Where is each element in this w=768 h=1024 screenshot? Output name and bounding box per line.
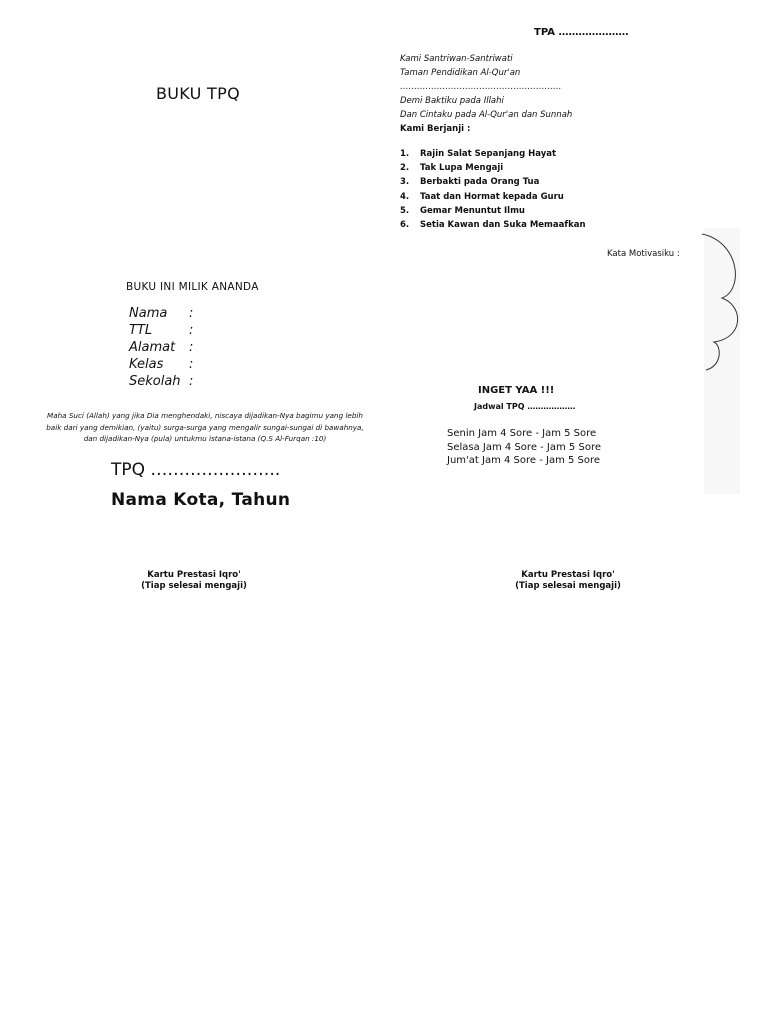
tpa-title: TPA ………………… [534,27,629,38]
list-item: 4. Taat dan Hormat kepada Guru [400,191,564,202]
kartu-prestasi-right [510,570,626,592]
motivasi-label: Kata Motivasiku : [607,249,680,259]
city-year: Nama Kota, Tahun [111,490,291,510]
kartu-subtitle: (Tiap selesai mengaji) [515,581,621,591]
tpq-name-line: TPQ ………………….. [111,460,281,480]
field-kelas: Kelas : [129,357,194,372]
schedule-list [447,427,601,468]
field-alamat: Alamat : [129,340,194,355]
pledge-heading: Kami Berjanji : [400,124,471,134]
owner-heading: BUKU INI MILIK ANANDA [126,281,259,293]
list-item: 5. Gemar Menuntut Ilmu [400,205,525,216]
field-ttl: TTL : [129,323,194,338]
list-item: 6. Setia Kawan dan Suka Memaafkan [400,220,586,231]
kartu-prestasi-left [136,570,252,592]
pledge-line: Kami Santriwan-Santriwati [400,54,513,64]
pledge-line: Demi Baktiku pada Illahi [400,96,504,106]
list-item: 2. Tak Lupa Mengaji [400,163,504,174]
reminder-title: INGET YAA !!! [478,385,555,396]
pledge-line: Dan Cintaku pada Al-Qur'an dan Sunnah [400,110,573,120]
owner-fields [129,305,193,390]
cover-title: BUKU TPQ [156,84,240,103]
field-nama: Nama : [129,306,194,321]
schedule-item: Senin Jam 4 Sore - Jam 5 Sore [447,428,597,439]
schedule-label: Jadwal TPQ ……………… [474,402,576,411]
quran-quote: Maha Suci (Allah) yang jika Dia menghendaki, niscaya dijadikan-Nya bagimu yang lebih baik dari yang demikian, (yaitu) surga-surga yang mengalir sungai-sungai di bawahnya, dan dijadikan-Nya (pula) untukmu istana-istana (Q.S Al-Furqan :10) [46,411,364,443]
kartu-title: Kartu Prestasi Iqro' [147,570,241,580]
schedule-item: Selasa Jam 4 Sore - Jam 5 Sore [447,441,601,453]
pledge-line: ………………………………………………… [400,82,562,92]
list-item: 1. Rajin Salat Sepanjang Hayat [400,149,557,159]
kartu-title: Kartu Prestasi Iqro' [521,570,615,580]
field-sekolah: Sekolah : [129,374,194,389]
pledge-line: Taman Pendidikan Al-Qur'an [400,68,521,78]
schedule-item: Jum'at Jam 4 Sore - Jam 5 Sore [447,455,601,466]
list-item: 3. Berbakti pada Orang Tua [400,177,540,188]
promise-list [400,147,586,232]
cloud-frame [700,228,740,494]
kartu-subtitle: (Tiap selesai mengaji) [141,581,247,591]
